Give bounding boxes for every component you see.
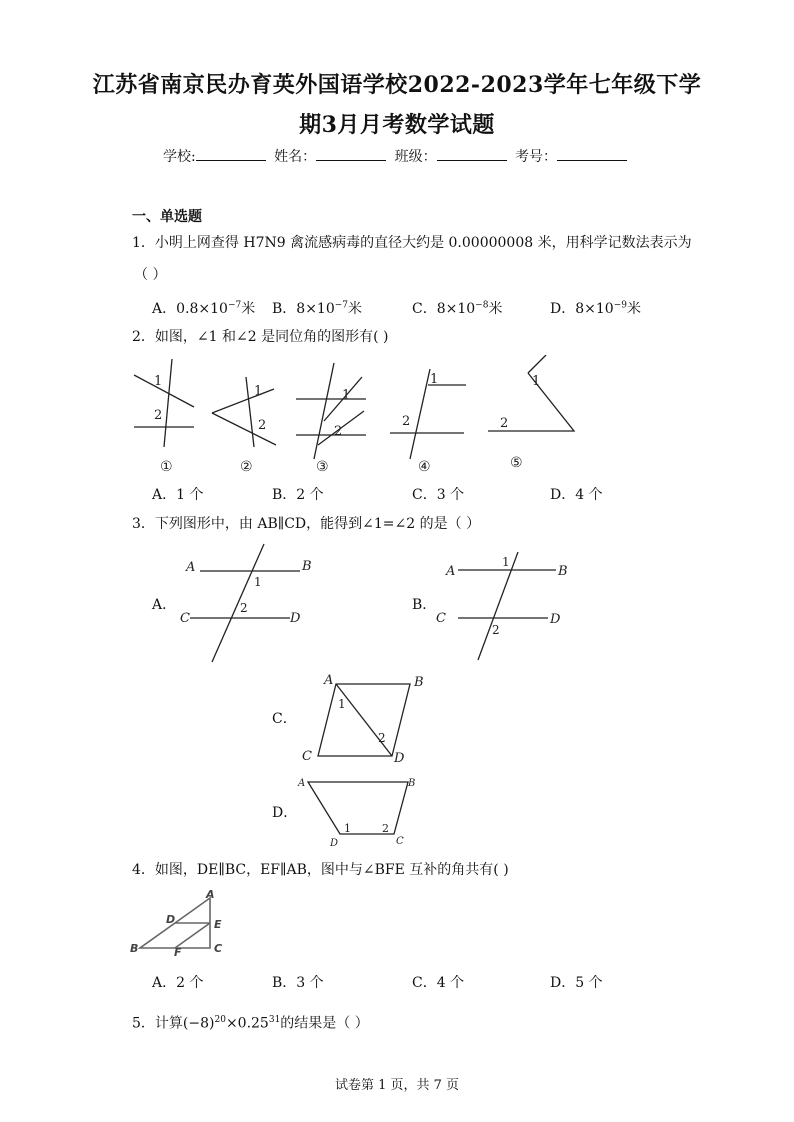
fig2-angle2: 2 [258, 418, 267, 433]
svg-text:D: D [394, 751, 405, 766]
svg-text:1: 1 [338, 697, 346, 711]
fig3-angle2: 2 [334, 424, 343, 439]
svg-text:2: 2 [378, 731, 386, 745]
q1-option-a: A．$0.8\times 10^{-7}$米 [152, 300, 256, 317]
school-label: 学校: [162, 149, 196, 165]
svg-text:C: C [302, 749, 312, 764]
svg-text:2: 2 [240, 601, 248, 615]
fig5-angle1: 1 [532, 374, 541, 389]
svg-text:2: 2 [492, 623, 500, 637]
fig-label-2: ② [240, 459, 253, 475]
q2-option-a: A．1 个 [152, 487, 204, 503]
q1-stem-cont: （ ） [134, 267, 167, 283]
svg-text:1: 1 [502, 555, 510, 569]
fig2-angle1: 1 [254, 384, 263, 399]
page-footer: 试卷第 1 页，共 7 页 [334, 1078, 460, 1093]
student-info-row [0, 146, 794, 166]
q1-option-d: D．$8\times 10^{-9}$米 [550, 300, 641, 317]
name-label: 姓名： [274, 149, 317, 165]
svg-text:F: F [174, 946, 182, 956]
q3-figure-a [178, 540, 328, 665]
q3-figure-b [434, 552, 574, 662]
svg-text:A: A [206, 890, 215, 901]
svg-text:B: B [130, 942, 139, 955]
q1-option-c: C．$8\times 10^{-8}$米 [412, 300, 503, 317]
q2-option-d: D．4 个 [550, 487, 603, 503]
q5-stem: 5．计算$(-8)^{20}\times 0.25^{31}$的结果是（ ） [132, 1015, 369, 1032]
class-label: 班级： [394, 149, 437, 165]
q2-option-c: C．3 个 [412, 487, 465, 503]
class-blank [437, 148, 507, 161]
section-heading: 一、单选题 [132, 209, 202, 225]
fig-label-3: ③ [316, 459, 329, 475]
svg-text:D: D [330, 838, 339, 848]
q2-stem: 2．如图，∠1 和∠2 是同位角的图形有( ) [132, 329, 389, 345]
svg-text:C: C [180, 611, 190, 626]
q3-figure-c [296, 670, 436, 766]
fig4-angle2: 2 [402, 414, 411, 429]
q3-figure-d [296, 772, 416, 848]
q4-stem: 4．如图，DE∥BC，EF∥AB，图中与∠BFE 互补的角共有( ) [132, 862, 509, 878]
svg-text:1: 1 [344, 822, 351, 835]
q3-option-c: C． [272, 711, 297, 727]
q3-stem: 3．下列图形中，由 AB∥CD，能得到∠1=∠2 的是（ ） [132, 516, 481, 532]
svg-text:B: B [302, 559, 312, 574]
q3-option-d: D． [272, 805, 298, 821]
q1-stem: 1．小明上网查得 H7N9 禽流感病毒的直径大约是 0.00000008 米，用科学记数法表示为 [132, 235, 692, 251]
svg-text:A: A [324, 673, 334, 688]
fig3-angle1: 1 [342, 388, 351, 403]
svg-text:A: A [186, 560, 196, 575]
svg-text:B: B [414, 675, 424, 690]
exam-number-blank [557, 148, 627, 161]
q1-option-b: B．$8\times 10^{-7}$米 [272, 300, 363, 317]
svg-text:C: C [436, 611, 446, 626]
svg-text:C: C [214, 942, 223, 955]
q4-figure [130, 890, 230, 956]
svg-text:D: D [290, 611, 301, 626]
q3-option-b: B． [412, 597, 437, 613]
q4-option-a: A．2 个 [152, 975, 204, 991]
fig-label-4: ④ [418, 459, 431, 475]
svg-text:D: D [550, 612, 561, 627]
svg-text:A: A [446, 564, 456, 579]
svg-text:1: 1 [254, 575, 262, 589]
q2-option-b: B．2 个 [272, 487, 324, 503]
svg-text:A: A [298, 778, 306, 789]
exam-number-label: 考号： [515, 149, 558, 165]
page-title-line2: 期3月月考数学试题 [299, 112, 495, 138]
school-blank [196, 148, 266, 161]
q4-option-c: C．4 个 [412, 975, 465, 991]
fig1-angle1: 1 [154, 374, 163, 389]
svg-text:B: B [408, 778, 416, 789]
q3-option-a: A． [152, 597, 177, 613]
fig1-angle2: 2 [154, 408, 163, 423]
svg-text:2: 2 [382, 822, 389, 835]
svg-text:E: E [214, 918, 222, 931]
q2-figures [128, 355, 608, 475]
fig5-angle2: 2 [500, 416, 509, 431]
q4-option-d: D．5 个 [550, 975, 603, 991]
fig-label-1: ① [160, 459, 173, 475]
svg-text:B: B [558, 564, 568, 579]
svg-text:C: C [396, 836, 404, 847]
name-blank [316, 148, 386, 161]
fig-label-5: ⑤ [510, 455, 523, 471]
q4-option-b: B．3 个 [272, 975, 324, 991]
page-title-line1: 江苏省南京民办育英外国语学校2022-2023学年七年级下学 [92, 72, 702, 98]
fig4-angle1: 1 [430, 372, 439, 387]
svg-text:D: D [166, 913, 176, 926]
